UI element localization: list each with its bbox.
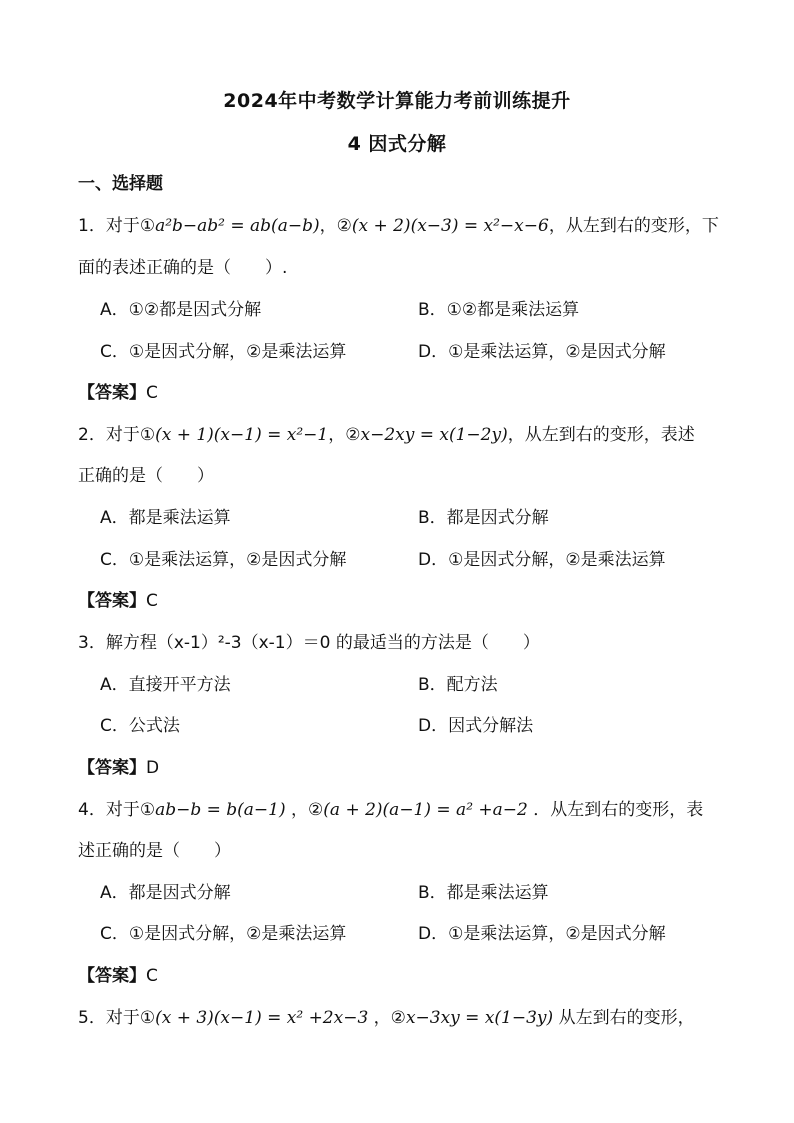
question-1-answer	[78, 378, 158, 403]
question-number: 1．	[78, 216, 106, 236]
expression-2: x−3xy = x(1−3y)	[405, 1008, 554, 1028]
question-number: 5．	[78, 1008, 106, 1028]
question-2-option-d: D．①是因式分解，②是乘法运算	[418, 550, 666, 570]
question-3-option-d: D．因式分解法	[418, 716, 534, 736]
answer-label: 【答案】	[78, 758, 146, 778]
question-4-option-c: C．①是因式分解，②是乘法运算	[100, 924, 347, 944]
question-1-line-2: 面的表述正确的是（ ）.	[78, 258, 288, 278]
answer-value: C	[146, 966, 158, 986]
document-title: 2024年中考数学计算能力考前训练提升	[223, 90, 571, 112]
question-2-answer	[78, 586, 158, 611]
question-4-line-2: 述正确的是（ ）	[78, 841, 231, 861]
question-prefix: 对于①	[105, 1008, 156, 1028]
question-3-line-1	[78, 628, 540, 653]
expression-1: a²b−ab² = ab(a−b)	[155, 216, 320, 236]
question-text: 解方程（x-1）²-3（x-1）＝0 的最适当的方法是（ ）	[105, 633, 540, 653]
question-3-option-c: C．公式法	[100, 716, 180, 736]
expression-1: ab−b = b(a−1)	[155, 800, 286, 820]
question-2-option-b: B．都是因式分解	[418, 508, 549, 528]
question-mid: ，②	[368, 1008, 406, 1028]
question-1-option-c: C．①是因式分解，②是乘法运算	[100, 342, 347, 362]
question-mid: ，②	[328, 425, 361, 445]
expression-1: (x + 1)(x−1) = x²−1	[155, 425, 329, 445]
question-5-line-1	[78, 1003, 695, 1028]
question-number: 4．	[78, 800, 106, 820]
question-suffix: 从左到右的变形，	[553, 1008, 695, 1028]
question-1-option-d: D．①是乘法运算，②是因式分解	[418, 342, 666, 362]
expression-1: (x + 3)(x−1) = x² +2x−3	[155, 1008, 369, 1028]
question-mid: ，②	[285, 800, 324, 820]
question-prefix: 对于①	[105, 800, 156, 820]
question-2-line-2: 正确的是（ ）	[78, 466, 214, 486]
expression-2: (x + 2)(x−3) = x²−x−6	[351, 216, 549, 236]
question-2-option-a: A．都是乘法运算	[100, 508, 231, 528]
question-prefix: 对于①	[105, 216, 156, 236]
answer-value: C	[146, 591, 158, 611]
question-4-answer	[78, 961, 158, 986]
question-number: 3．	[78, 633, 106, 653]
question-4-option-b: B．都是乘法运算	[418, 883, 549, 903]
question-suffix: ．从左到右的变形，表	[527, 800, 704, 820]
question-4-option-a: A．都是因式分解	[100, 883, 231, 903]
question-4-option-d: D．①是乘法运算，②是因式分解	[418, 924, 666, 944]
question-1-option-b: B．①②都是乘法运算	[418, 300, 580, 320]
question-1-option-a: A．①②都是因式分解	[100, 300, 262, 320]
question-prefix: 对于①	[105, 425, 156, 445]
section-heading: 一、选择题	[78, 174, 163, 194]
question-2-option-c: C．①是乘法运算，②是因式分解	[100, 550, 347, 570]
question-suffix: ，从左到右的变形，下	[548, 216, 719, 236]
expression-2: (a + 2)(a−1) = a² +a−2	[323, 800, 528, 820]
answer-value: D	[146, 758, 160, 778]
document-subtitle: 4 因式分解	[347, 133, 447, 155]
expression-2: x−2xy = x(1−2y)	[360, 425, 508, 445]
answer-value: C	[146, 383, 158, 403]
answer-label: 【答案】	[78, 383, 146, 403]
answer-label: 【答案】	[78, 966, 146, 986]
question-3-option-b: B．配方法	[418, 675, 498, 695]
question-number: 2．	[78, 425, 106, 445]
question-2-line-1	[78, 420, 695, 445]
question-3-option-a: A．直接开平方法	[100, 675, 231, 695]
question-suffix: ，从左到右的变形，表述	[507, 425, 695, 445]
question-4-line-1	[78, 795, 703, 820]
question-1-line-1	[78, 211, 719, 236]
question-3-answer	[78, 753, 159, 778]
question-mid: ，②	[319, 216, 352, 236]
answer-label: 【答案】	[78, 591, 146, 611]
